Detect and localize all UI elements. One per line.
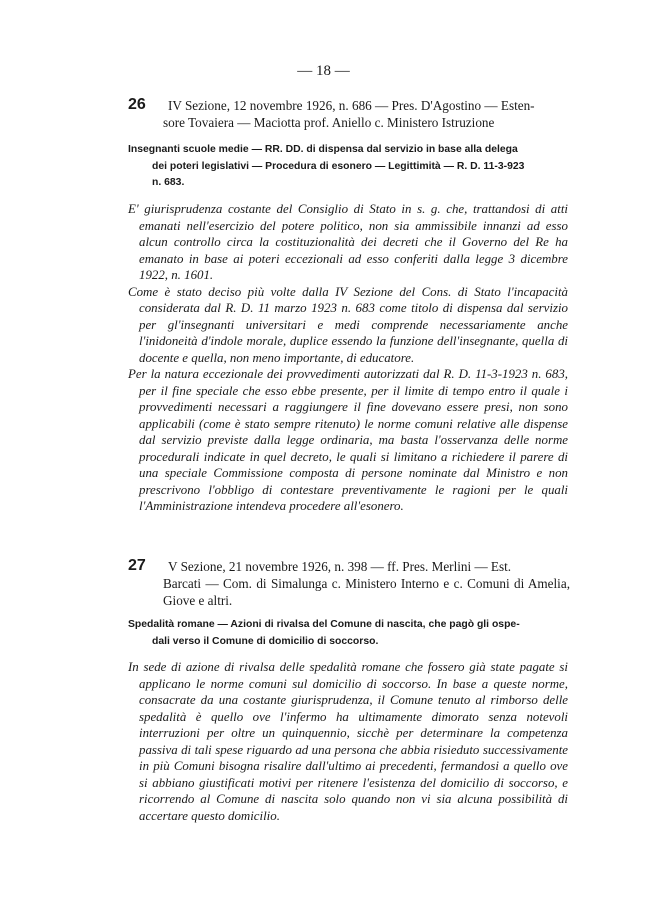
entry-massima [128, 201, 568, 515]
topic-line: dali verso il Comune di domicilio di soccorso. [152, 635, 379, 647]
topic-line: dei poteri legislativi — Procedura di esonero — Legittimità — R. D. 11-3-923 [152, 160, 525, 172]
entry-header [163, 97, 570, 131]
entry-number: 27 [128, 557, 146, 574]
entry-header-line: sore Tovaiera — Maciotta prof. Aniello c. Ministero Istruzione [163, 115, 495, 130]
massima-paragraph: E' giurisprudenza costante del Consiglio di Stato in s. g. che, trattandosi di atti emanati nell'esercizio del potere politico, non sia ammissibile innanzi ad esso alcun controllo circa la costituzionalità dei decreti che il Governo del Re ha emanato in base ai poteri eccezionali ad esso conferiti dalla legge 3 dicembre 1922, n. 1601. [128, 202, 568, 282]
entry-header-line: Barcati — Com. di Simalunga c. Ministero Interno e c. Comuni di Amelia, Giove e altri. [163, 576, 570, 608]
entry-header-line: IV Sezione, 12 novembre 1926, n. 686 — Pres. D'Agostino — Esten- [168, 98, 535, 113]
entry-massima [128, 659, 568, 824]
entry-header-line: V Sezione, 21 novembre 1926, n. 398 — ff. Pres. Merlini — Est. [168, 559, 512, 574]
topic-line: n. 683. [152, 177, 185, 188]
massima-paragraph: Come è stato deciso più volte dalla IV Sezione del Cons. di Stato l'incapacità considerata dal R. D. 11 marzo 1923 n. 683 come titolo di dispensa dal servizio per gl'insegnanti universitari e medi comprende necessariamente anche l'inidoneità d'indole morale, duplice essendo la funzione dell'insegnante, quella di docente e quella, non meno importante, di educatore. [128, 284, 568, 365]
topic-line: Insegnanti scuole medie — RR. DD. di dispensa dal servizio in base alla delega [128, 144, 518, 155]
massima-paragraph: In sede di azione di rivalsa delle spedalità romane che fossero già state pagate si applicano le norme comuni sul domicilio di soccorso. In base a queste norme, consacrate da una costante giurisprudenza, il Comune tenuto al rimborso delle spedalità è quello ove l'infermo ha ultimamente dimorato senza notevoli interruzioni per oltre un quinquennio, sicchè per determinare la competenza passiva di tali spese riguardo ad una persona che abbia risieduto successivamente in più Comuni bisogna risalire dall'ultimo ai precedenti, fermandosi a quello ove si abbiano giustificati motivi per ritenere l'esistenza del domicilio di soccorso, e ricorrendo al Comune di nascita solo quando non vi sia alcuna possibilità di accertare questo domicilio. [128, 660, 568, 823]
massima-paragraph: Per la natura eccezionale dei provvedimenti autorizzati dal R. D. 11-3-1923 n. 683, per il fine speciale che esso ebbe presente, per il limite di tempo entro il quale i provvedimenti necessari a raggiungere il fine dovevano essere presi, non sono applicabili (come è stato sempre ritenuto) le norme comuni relative alle dispense dal servizio previste dalla legge ordinaria, ma basta l'osservanza delle norme procedurali indicate in quel decreto, le quali si limitano a richiedere il parere di una speciale Commissione composta di persone nominate dal Ministro e non prescrivono l'obbligo di contestare preventivamente le ragioni per le quali l'Amministrazione intendeva procedere all'esonero. [128, 367, 568, 513]
entry-topic [128, 617, 570, 650]
topic-line: Spedalità romane — Azioni di rivalsa del Comune di nascita, che pagò gli ospe- [128, 619, 520, 630]
entry-topic [128, 142, 570, 192]
entry-number: 26 [128, 96, 146, 113]
entry-header [163, 558, 570, 609]
page-number: — 18 — [297, 63, 350, 79]
